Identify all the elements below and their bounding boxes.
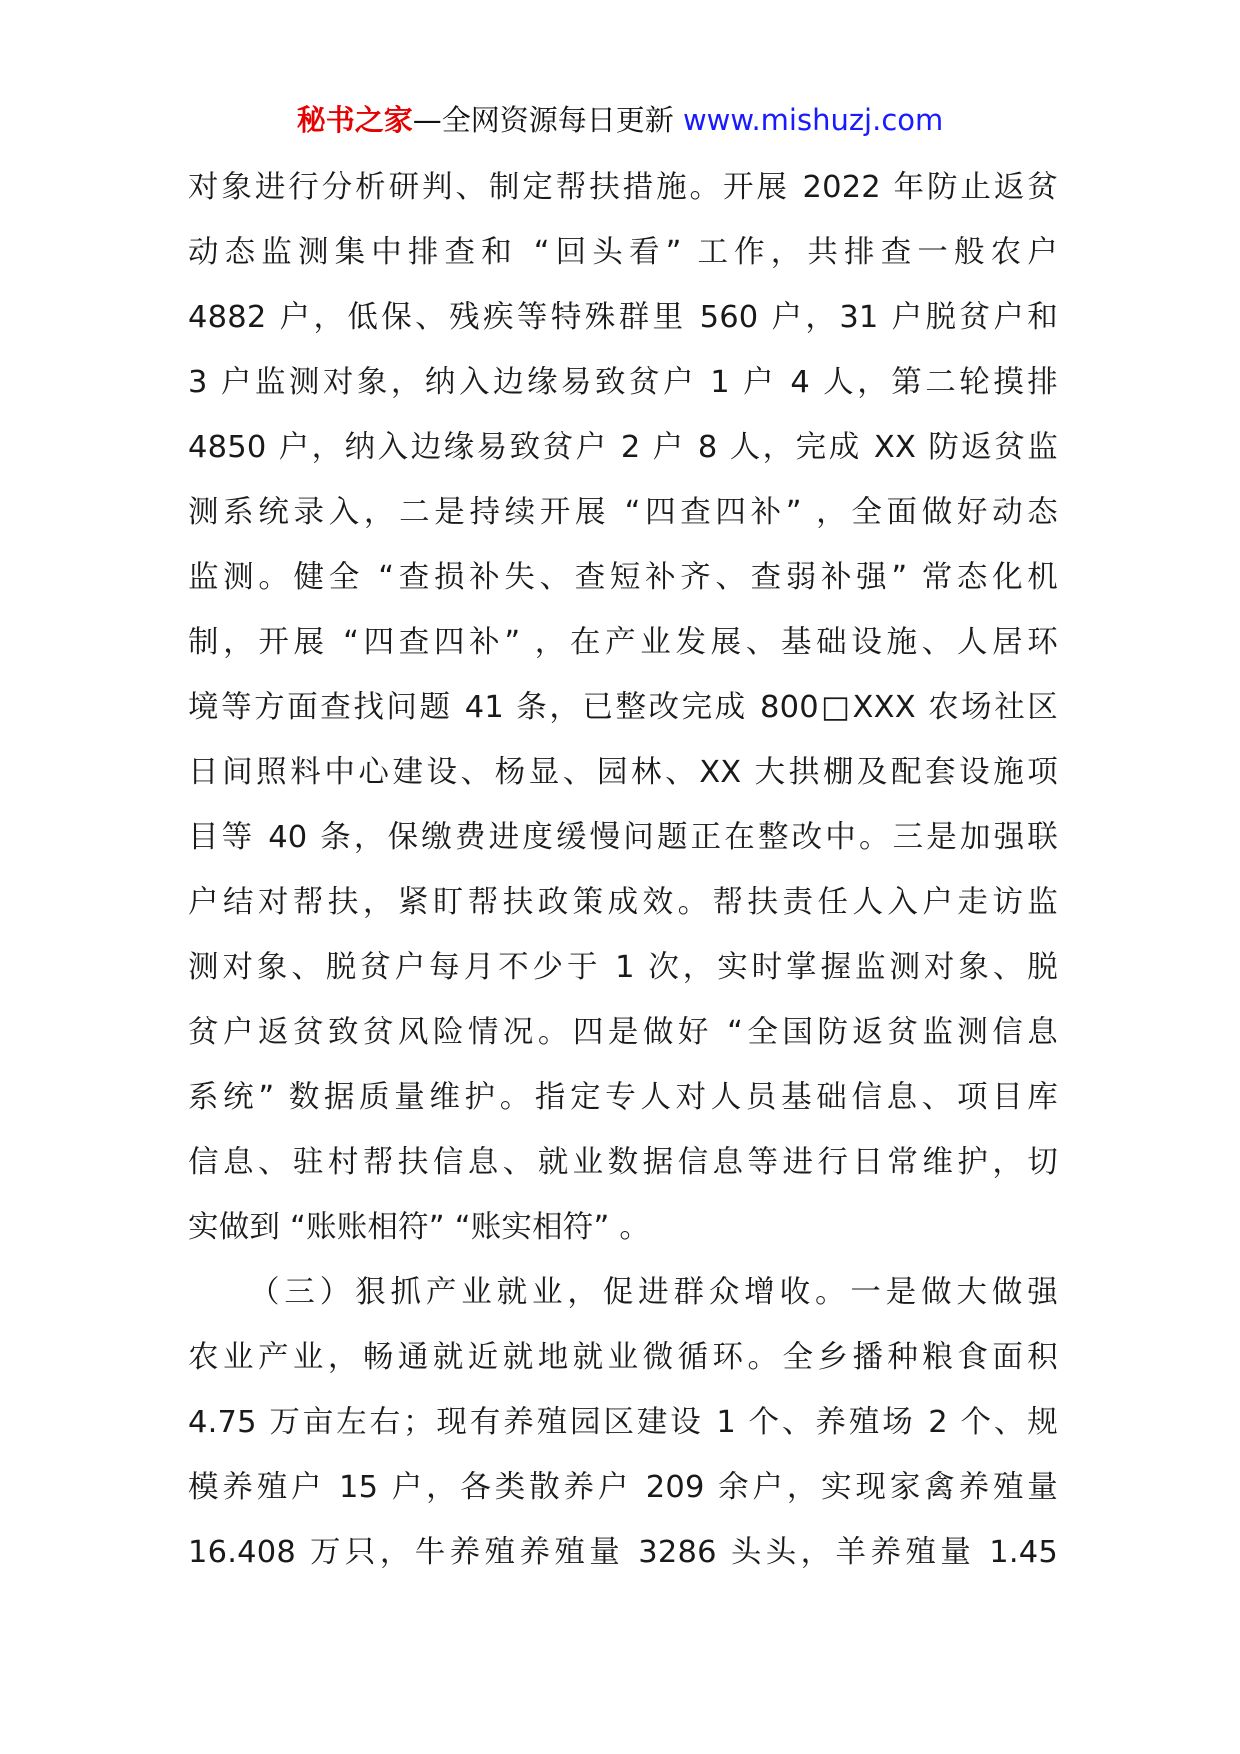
body-line: 对象进行分析研判、制定帮扶措施。开展 2022 年防止返贫 [188, 170, 1058, 205]
body-line: 境等方面查找问题 41 条，已整改完成 800□XXX 农场社区 [188, 690, 1058, 725]
site-header [0, 100, 1240, 140]
body-line: 模养殖户 15 户，各类散养户 209 余户，实现家禽养殖量 [188, 1470, 1058, 1505]
document-body [188, 166, 1058, 1596]
body-line: 制，开展 “四查四补” ，在产业发展、基础设施、人居环 [188, 625, 1058, 660]
body-line: 系统” 数据质量维护。指定专人对人员基础信息、项目库 [188, 1080, 1058, 1115]
body-line: 贫户返贫致贫风险情况。四是做好 “全国防返贫监测信息 [188, 1015, 1058, 1050]
site-url-link[interactable]: www.mishuzj.com [682, 103, 944, 137]
body-line: 测对象、脱贫户每月不少于 1 次，实时掌握监测对象、脱 [188, 950, 1058, 985]
body-line: 4.75 万亩左右；现有养殖园区建设 1 个、养殖场 2 个、规 [188, 1405, 1058, 1440]
section-heading-line: （三）狠抓产业就业，促进群众增收。一是做大做强 [249, 1275, 1058, 1310]
site-tagline: —全网资源每日更新 [412, 103, 674, 137]
body-line: 目等 40 条，保缴费进度缓慢问题正在整改中。三是加强联 [188, 820, 1058, 855]
body-line: 户结对帮扶，紧盯帮扶政策成效。帮扶责任人入户走访监 [188, 885, 1058, 920]
body-line: 信息、驻村帮扶信息、就业数据信息等进行日常维护，切 [188, 1145, 1058, 1180]
body-line: 监测。健全 “查损补失、查短补齐、查弱补强” 常态化机 [188, 560, 1058, 595]
body-line: 日间照料中心建设、杨显、园林、XX 大拱棚及配套设施项 [188, 755, 1058, 790]
body-line: 4850 户，纳入边缘易致贫户 2 户 8 人，完成 XX 防返贫监 [188, 430, 1058, 465]
body-line: 动态监测集中排查和 “回头看” 工作，共排查一般农户 [188, 235, 1058, 270]
body-line: 16.408 万只，牛养殖养殖量 3286 头头，羊养殖量 1.45 [188, 1535, 1058, 1570]
body-line: 测系统录入，二是持续开展 “四查四补” ，全面做好动态 [188, 495, 1058, 530]
body-line: 实做到 “账账相符” “账实相符” 。 [188, 1210, 651, 1245]
site-brand: 秘书之家 [296, 103, 413, 137]
body-line: 4882 户，低保、残疾等特殊群里 560 户，31 户脱贫户和 [188, 300, 1058, 335]
body-line: 农业产业，畅通就近就地就业微循环。全乡播种粮食面积 [188, 1340, 1058, 1375]
body-line: 3 户监测对象，纳入边缘易致贫户 1 户 4 人，第二轮摸排 [188, 365, 1058, 400]
